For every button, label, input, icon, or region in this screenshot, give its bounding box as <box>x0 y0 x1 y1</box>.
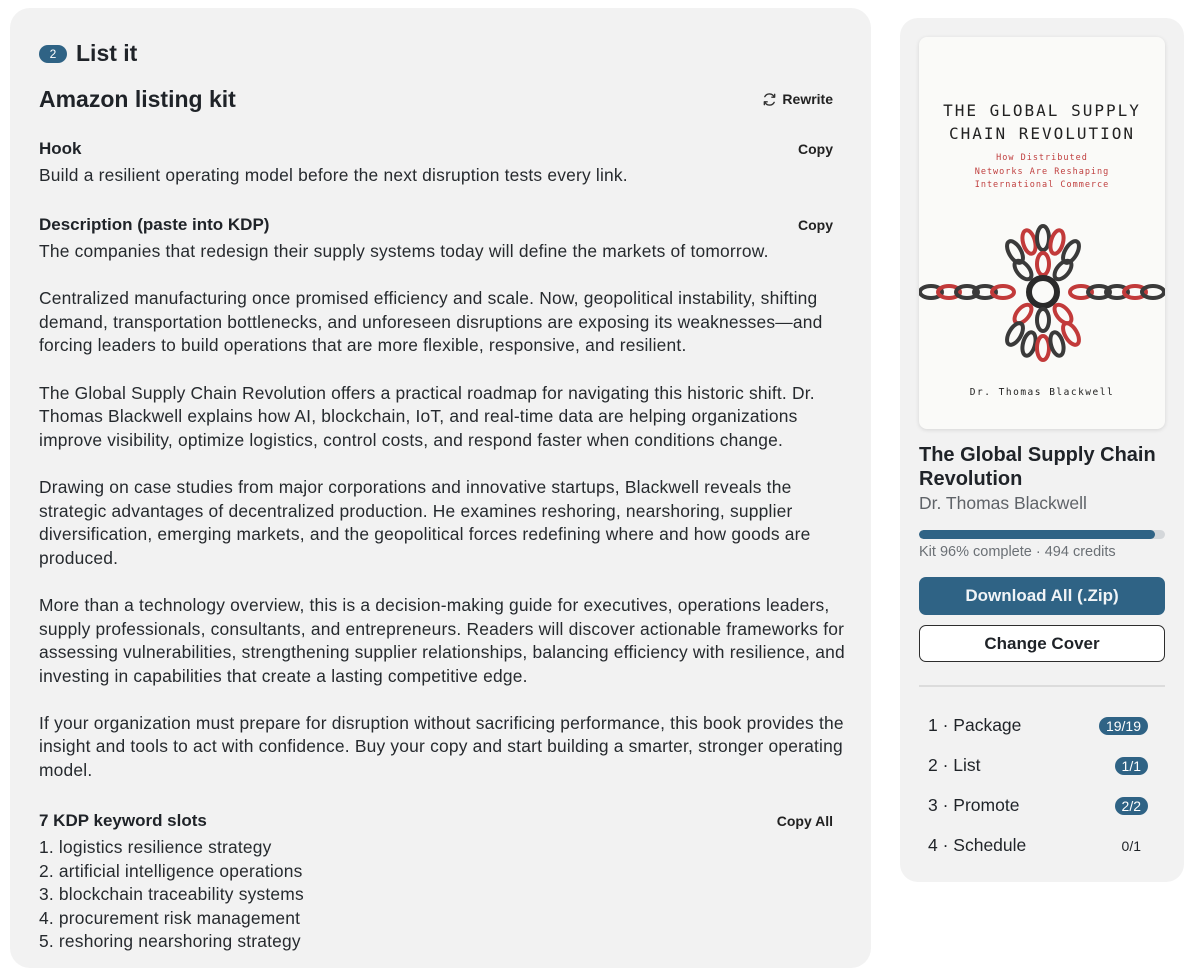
description-paragraph: Centralized manufacturing once promised efficiency and scale. Now, geopolitical instability, shifting demand, transportation bottlenecks, and unforeseen disruptions are exposing its weaknesses—and forcing leaders to build operations that are more flexible, responsive, and resilient. <box>39 288 823 356</box>
step-count-badge: 19/19 <box>1099 717 1148 735</box>
step-title: List it <box>76 40 138 66</box>
listing-panel <box>10 8 871 968</box>
step-label: 1 · Package <box>928 715 1022 735</box>
copy-hook-button[interactable]: Copy <box>798 141 833 157</box>
description-paragraph: More than a technology overview, this is a decision-making guide for executives, operations leaders, supply professionals, consultants, and entrepreneurs. Readers will discover actionable frameworks for assessing vulnerabilities, strengthening supplier relationships, balancing efficiency with resilience, and investing in capabilities that create a lasting competitive edge. <box>39 594 845 686</box>
description-paragraph: The companies that redesign their supply systems today will define the markets of tomorrow. <box>39 241 769 261</box>
description-paragraph: Drawing on case studies from major corporations and innovative startups, Blackwell reveals the strategic advantages of decentralized production. He examines reshoring, nearshoring, supplier diversification, emerging markets, and the geopolitical forces redefining where and how goods are produced. <box>39 476 811 568</box>
sidebar-divider <box>919 685 1165 687</box>
keyword-item: 2. artificial intelligence operations <box>39 860 303 881</box>
cover-subtitle <box>919 152 1165 193</box>
chain-illustration <box>919 212 1165 372</box>
kit-progress-text: Kit 96% complete · 494 credits <box>919 544 1116 560</box>
rewrite-button[interactable] <box>762 91 833 107</box>
rewrite-label: Rewrite <box>782 91 833 107</box>
cover-subtitle-line: International Commerce <box>974 180 1110 190</box>
keyword-item: 1. logistics resilience strategy <box>39 837 272 857</box>
copy-all-keywords-button[interactable]: Copy All <box>776 813 833 829</box>
change-cover-button[interactable]: Change Cover <box>919 625 1165 662</box>
description-paragraph: If your organization must prepare for disruption without sacrificing performance, this book provides the insight and tools to act with confidence. Buy your copy and start building a smarter, stronger operating model. <box>39 712 844 781</box>
step-count-badge: 2/2 <box>1115 797 1148 815</box>
sidebar-step-schedule[interactable] <box>928 835 1148 856</box>
book-title: The Global Supply Chain Revolution <box>919 444 1156 490</box>
book-cover <box>919 37 1165 429</box>
kit-progress-fill <box>919 530 1155 539</box>
sidebar-step-promote[interactable] <box>928 795 1148 816</box>
step-label: 4 · Schedule <box>928 835 1027 855</box>
cover-title-line: CHAIN REVOLUTION <box>948 124 1136 143</box>
step-header <box>39 40 137 67</box>
download-all-button[interactable]: Download All (.Zip) <box>919 577 1165 615</box>
step-label: 2 · List <box>928 755 981 775</box>
cover-subtitle-line: Networks Are Reshaping <box>974 166 1110 177</box>
hook-text: Build a resilient operating model before the next disruption tests every link. <box>39 165 628 185</box>
keyword-item: 3. blockchain traceability systems <box>39 884 304 905</box>
keyword-item: 5. reshoring nearshoring strategy <box>39 931 301 952</box>
kit-progress-bar <box>919 530 1165 539</box>
cover-subtitle-line: How Distributed <box>996 153 1088 163</box>
sidebar-step-package[interactable] <box>928 715 1148 736</box>
step-number-badge: 2 <box>39 45 67 63</box>
cover-author: Dr. Thomas Blackwell <box>969 387 1115 398</box>
refresh-icon <box>762 92 777 107</box>
description-label: Description (paste into KDP) <box>39 215 270 234</box>
book-author: Dr. Thomas Blackwell <box>919 493 1087 513</box>
cover-title-line: THE GLOBAL SUPPLY <box>943 101 1141 120</box>
step-label: 3 · Promote <box>928 795 1020 815</box>
hook-label: Hook <box>39 139 82 158</box>
description-paragraph: The Global Supply Chain Revolution offers a practical roadmap for navigating this historic shift. Dr. Thomas Blackwell explains how AI, blockchain, IoT, and real-time data are helping organizations improve visibility, optimize logistics, control costs, and respond faster when conditions change. <box>39 382 815 450</box>
keyword-item: 4. procurement risk management <box>39 907 301 928</box>
description-text <box>39 240 851 806</box>
step-count-badge: 0/1 <box>1121 837 1141 854</box>
sidebar-step-list[interactable] <box>928 755 1148 776</box>
cover-title <box>919 99 1165 145</box>
book-sidebar <box>900 18 1184 882</box>
step-count-badge: 1/1 <box>1115 757 1148 775</box>
keywords-label: 7 KDP keyword slots <box>39 811 207 830</box>
copy-description-button[interactable]: Copy <box>798 217 833 233</box>
kit-title: Amazon listing kit <box>39 86 236 112</box>
keyword-list <box>39 836 851 954</box>
